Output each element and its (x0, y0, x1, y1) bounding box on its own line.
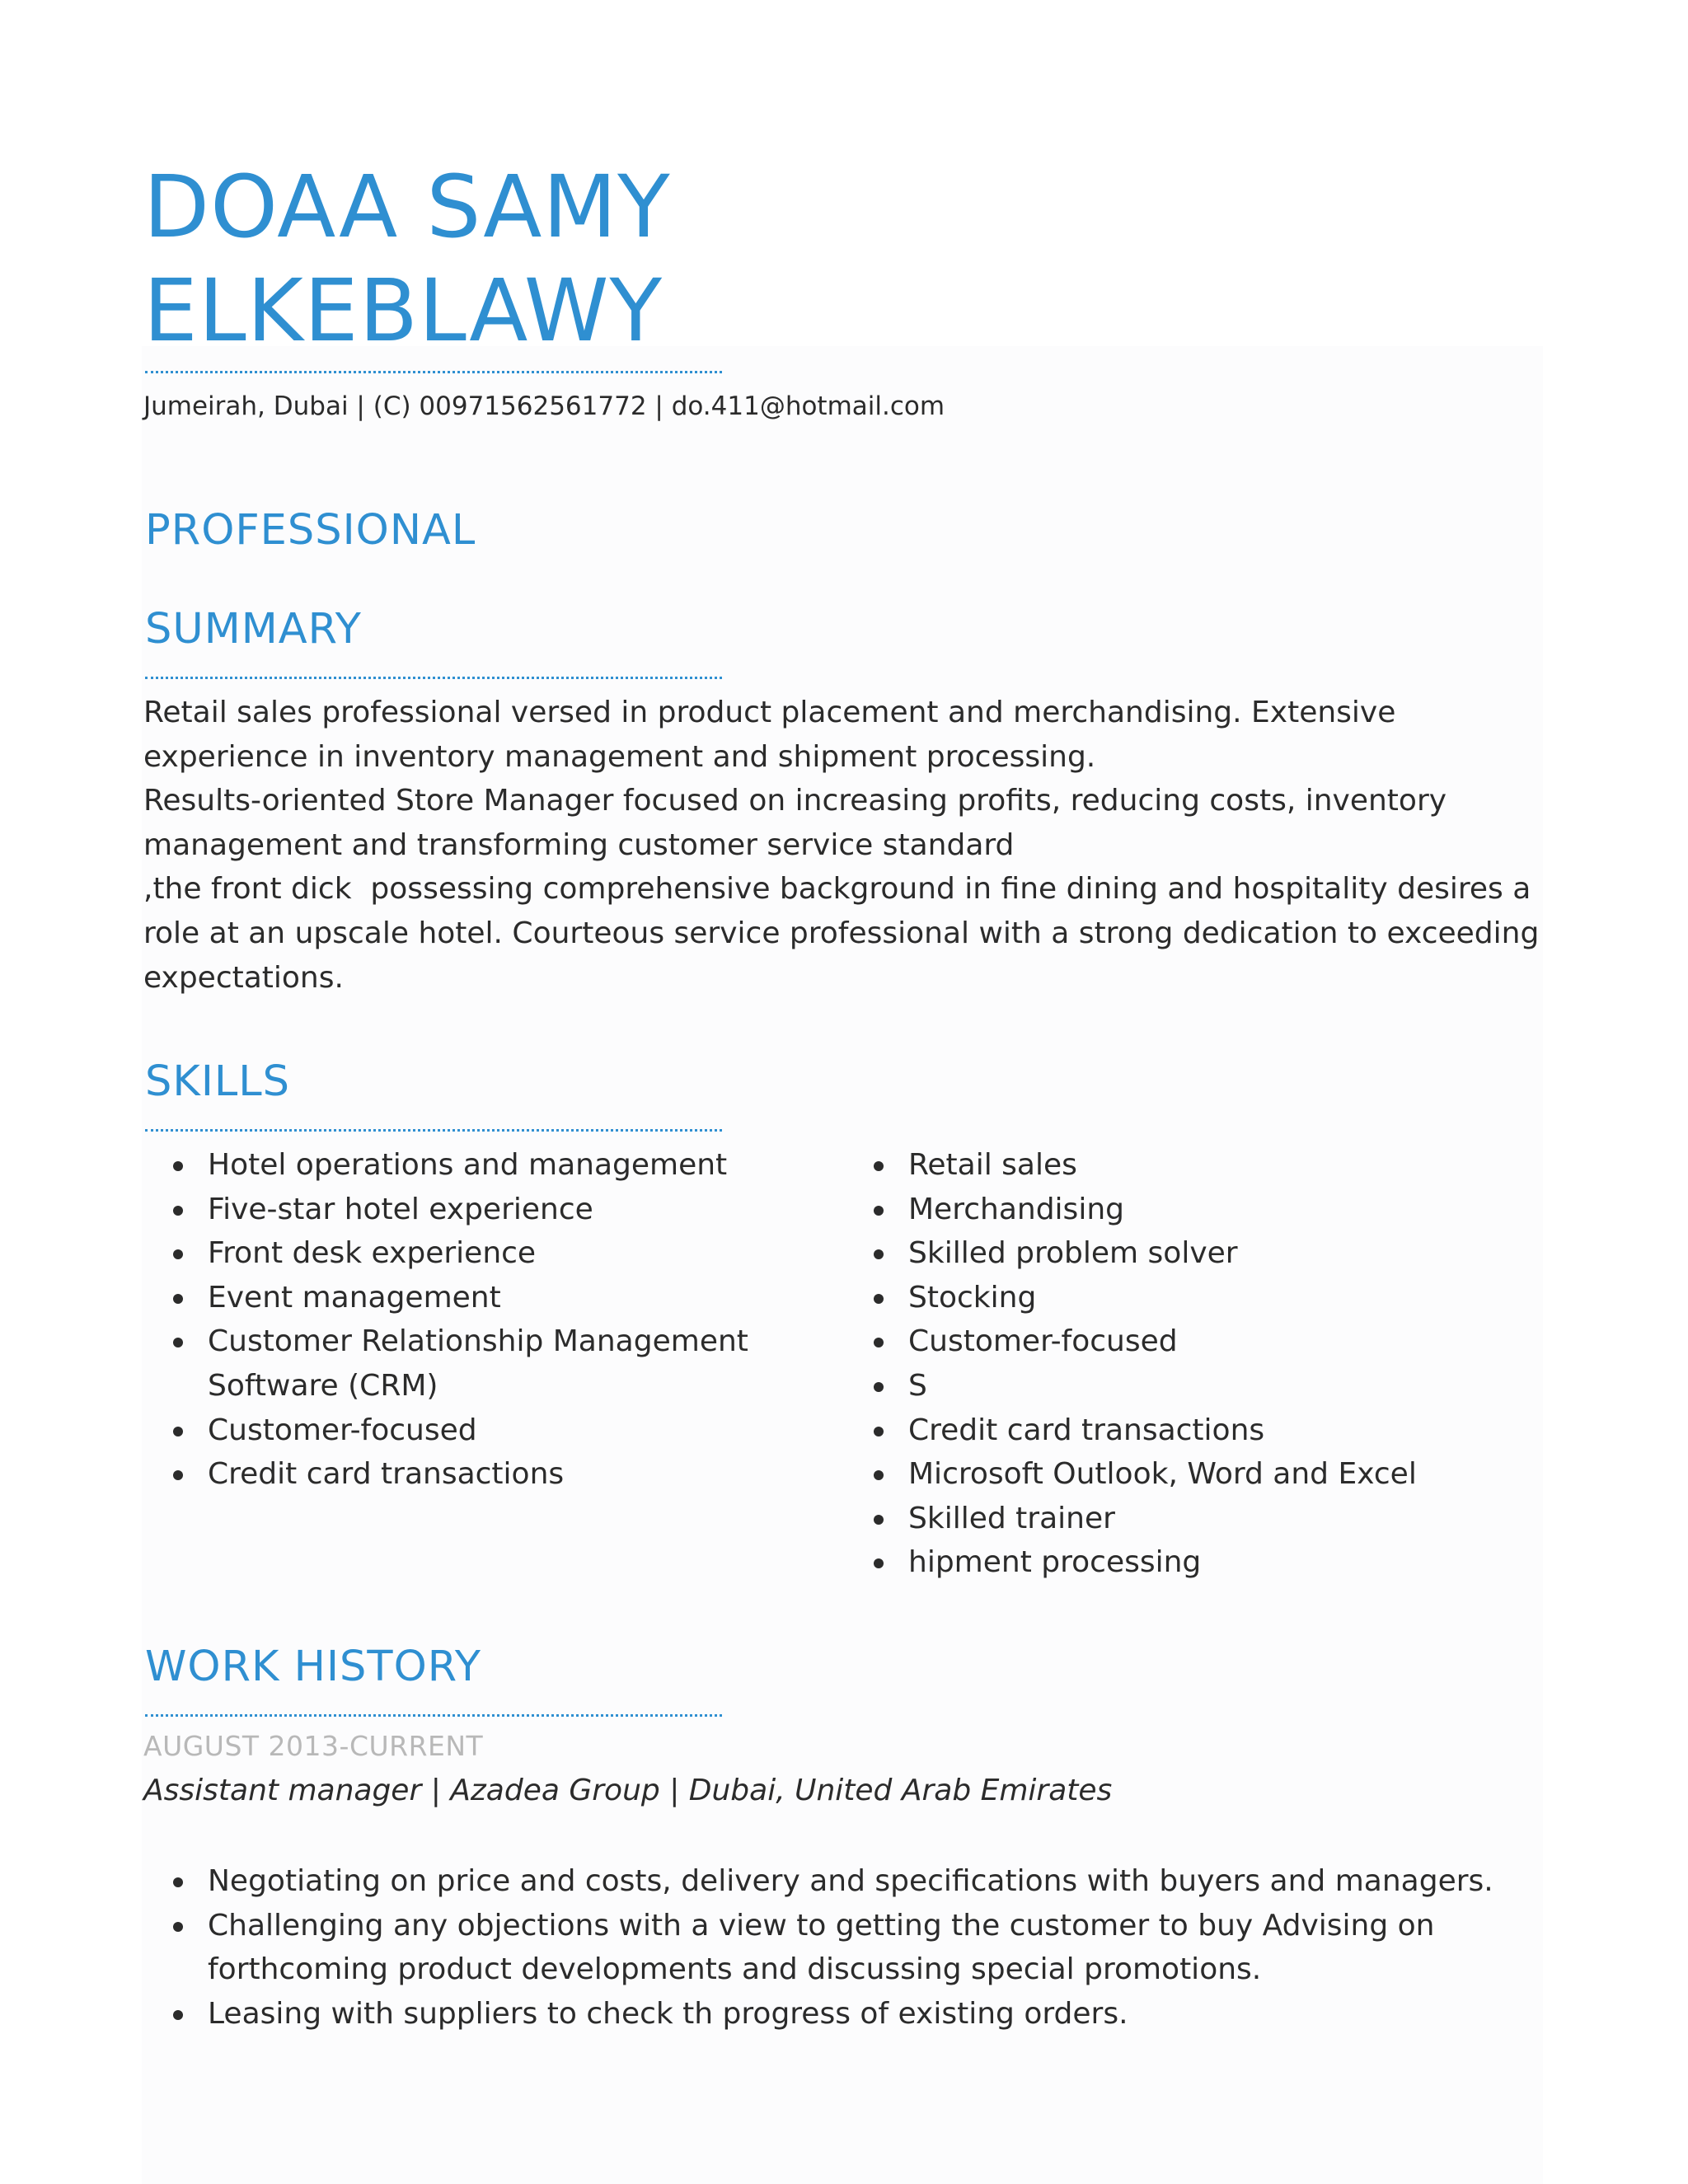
summary-paragraph: ,the front dick possessing comprehensive background in fine dining and hospitality desires a role at an upscale hotel. Courteous service professional with a strong dedication to exceeding expectations. (143, 872, 1549, 995)
skill-item: S (844, 1364, 1553, 1408)
work-history-divider (145, 1714, 722, 1717)
skills-list-left (143, 1143, 770, 1497)
job-duty-item: Challenging any objections with a view to getting the customer to buy Advising on forthcoming product developments and discussing special promotions. (143, 1904, 1561, 1992)
skill-item: Credit card transactions (143, 1452, 770, 1497)
candidate-name (143, 155, 885, 363)
skill-item: Microsoft Outlook, Word and Excel (844, 1452, 1553, 1497)
skill-item: Credit card transactions (844, 1408, 1553, 1453)
name-line-1: DOAA SAMY (143, 157, 671, 257)
summary-paragraph: Retail sales professional versed in product placement and merchandising. Extensive experience in inventory management and shipment processing. (143, 696, 1405, 774)
job-duty-item: Leasing with suppliers to check th progress of existing orders. (143, 1992, 1561, 2036)
skill-item: Customer-focused (143, 1408, 770, 1453)
skill-item: Skilled problem solver (844, 1231, 1553, 1276)
summary-heading-line-2: SUMMARY (145, 605, 362, 654)
skill-item: Skilled trainer (844, 1497, 1553, 1541)
skill-item: Event management (143, 1276, 770, 1320)
skill-item: Hotel operations and management (143, 1143, 770, 1188)
skill-item: Merchandising (844, 1188, 1553, 1232)
skill-item: hipment processing (844, 1540, 1553, 1585)
job-dates: AUGUST 2013-CURRENT (143, 1730, 484, 1762)
name-line-2: ELKEBLAWY (143, 260, 663, 361)
skill-item: Stocking (844, 1276, 1553, 1320)
skills-heading: SKILLS (145, 1057, 291, 1106)
summary-paragraph: Results-oriented Store Manager focused on increasing profits, reducing costs, inventory management and transforming customer service standard (143, 784, 1456, 862)
summary-text (143, 691, 1561, 1000)
job-duties-list (143, 1859, 1561, 2036)
skill-item: Customer Relationship Management Software (CRM) (143, 1319, 770, 1408)
skill-item: Five-star hotel experience (143, 1188, 770, 1232)
name-divider (145, 371, 722, 373)
skills-list-right (844, 1143, 1553, 1585)
summary-divider (145, 677, 722, 679)
skills-divider (145, 1129, 722, 1132)
skill-item: Customer-focused (844, 1319, 1553, 1364)
job-duty-item: Negotiating on price and costs, delivery and specifications with buyers and managers. (143, 1859, 1561, 1904)
job-title-line: Assistant manager | Azadea Group | Dubai, United Arab Emirates (143, 1774, 1113, 1807)
summary-heading-line-1: PROFESSIONAL (145, 506, 476, 555)
skill-item: Retail sales (844, 1143, 1553, 1188)
work-history-heading: WORK HISTORY (145, 1643, 482, 1691)
contact-info: Jumeirah, Dubai | (C) 00971562561772 | do.411@hotmail.com (143, 391, 945, 421)
skill-item: Front desk experience (143, 1231, 770, 1276)
